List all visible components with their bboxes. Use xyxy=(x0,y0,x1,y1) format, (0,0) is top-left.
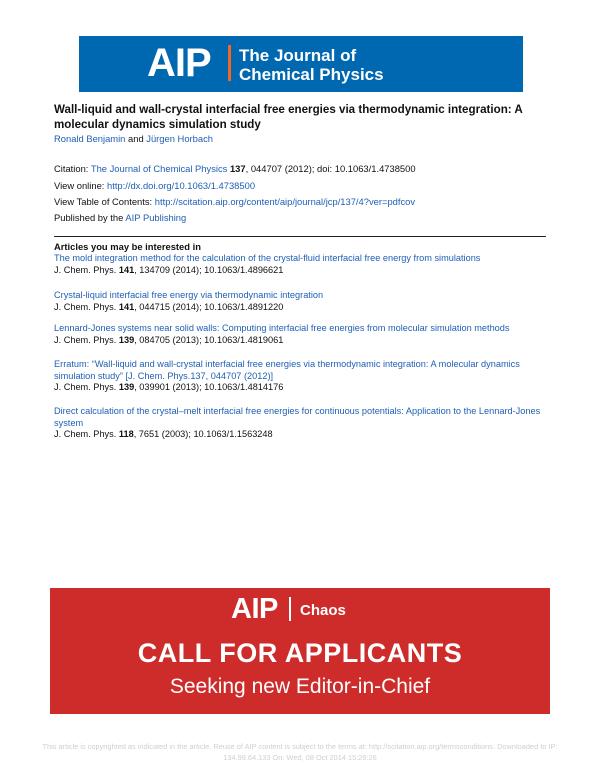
toc-label: View Table of Contents: xyxy=(54,196,153,207)
related-article-ref: J. Chem. Phys. 141, 134709 (2014); 10.1063/1.4896621 xyxy=(54,264,284,275)
logo-divider xyxy=(228,45,231,81)
footer-line: This article is copyrighted as indicated in the article. Reuse of AIP content is subject to the terms at: http://scitation.aip.org/termsconditions. Downloaded to IP: xyxy=(42,742,558,751)
related-article xyxy=(54,359,549,394)
article-title: Wall-liquid and wall-crystal interfacial free energies via thermodynamic integration: A molecular dynamics simulation study xyxy=(54,103,523,131)
related-article-ref: J. Chem. Phys. 139, 039901 (2013); 10.1063/1.4814176 xyxy=(54,382,284,393)
related-article xyxy=(54,406,549,441)
authors xyxy=(54,133,213,144)
citation-line xyxy=(54,163,416,175)
citation-volume: 137 xyxy=(229,163,246,174)
toc-line xyxy=(54,196,415,208)
related-article-link[interactable]: Direct calculation of the crystal–melt interfacial free energies for continuous potentials: Application to the Lennard-Jones system xyxy=(54,406,541,428)
citation-rest: , 044707 (2012); doi: 10.1063/1.4738500 xyxy=(245,163,416,174)
related-article xyxy=(54,290,549,313)
citation-label: Citation: xyxy=(54,163,89,174)
view-online-line xyxy=(54,180,255,192)
related-article-ref: J. Chem. Phys. 118, 7651 (2003); 10.1063/1.1563248 xyxy=(54,429,273,440)
journal-banner[interactable] xyxy=(79,36,523,92)
chaos-ad-banner[interactable] xyxy=(50,588,550,714)
aip-logo: AIP xyxy=(147,41,211,85)
authors-conjunction: and xyxy=(128,133,144,144)
related-heading: Articles you may be interested in xyxy=(54,241,201,252)
toc-link[interactable]: http://scitation.aip.org/content/aip/journal/jcp/137/4?ver=pdfcov xyxy=(154,196,416,207)
author-link[interactable]: Jürgen Horbach xyxy=(146,133,213,144)
publisher-link[interactable]: AIP Publishing xyxy=(125,212,187,223)
related-article-link[interactable]: The mold integration method for the calculation of the crystal-fluid interfacial free energy from simulations xyxy=(54,253,481,263)
ad-headline: CALL FOR APPLICANTS xyxy=(137,638,463,668)
related-article-link[interactable]: Erratum: “Wall-liquid and wall-crystal interfacial free energies via thermodynamic integration: A molecular dynamics simulation study” [J. Chem. Phys.137, 044707 (2012)] xyxy=(54,359,520,381)
journal-name: The Journal of Chemical Physics xyxy=(239,46,384,84)
divider xyxy=(54,236,546,237)
related-article-link[interactable]: Crystal-liquid interfacial free energy via thermodynamic integration xyxy=(54,290,324,300)
ad-subhead: Seeking new Editor-in-Chief xyxy=(169,675,431,698)
ad-journal-name: Chaos xyxy=(300,602,346,619)
footer-line: 134.99.64.133 On: Wed, 08 Oct 2014 15:29:26 xyxy=(223,753,377,762)
author-link[interactable]: Ronald Benjamin xyxy=(54,133,126,144)
citation-journal-link[interactable]: The Journal of Chemical Physics xyxy=(90,163,228,174)
related-article-ref: J. Chem. Phys. 139, 084705 (2013); 10.1063/1.4819061 xyxy=(54,334,284,345)
copyright-footer xyxy=(30,741,570,763)
related-article xyxy=(54,323,549,346)
related-article-link[interactable]: Lennard-Jones systems near solid walls: Computing interfacial free energies from molecular simulation methods xyxy=(54,323,510,333)
related-article-ref: J. Chem. Phys. 141, 044715 (2014); 10.1063/1.4891220 xyxy=(54,301,284,312)
view-online-link[interactable]: http://dx.doi.org/10.1063/1.4738500 xyxy=(107,180,256,191)
view-online-label: View online: xyxy=(54,180,105,191)
related-article xyxy=(54,253,549,276)
aip-logo: AIP xyxy=(231,593,278,625)
published-label: Published by the xyxy=(54,212,124,223)
logo-divider xyxy=(289,597,291,621)
published-line xyxy=(54,212,186,224)
